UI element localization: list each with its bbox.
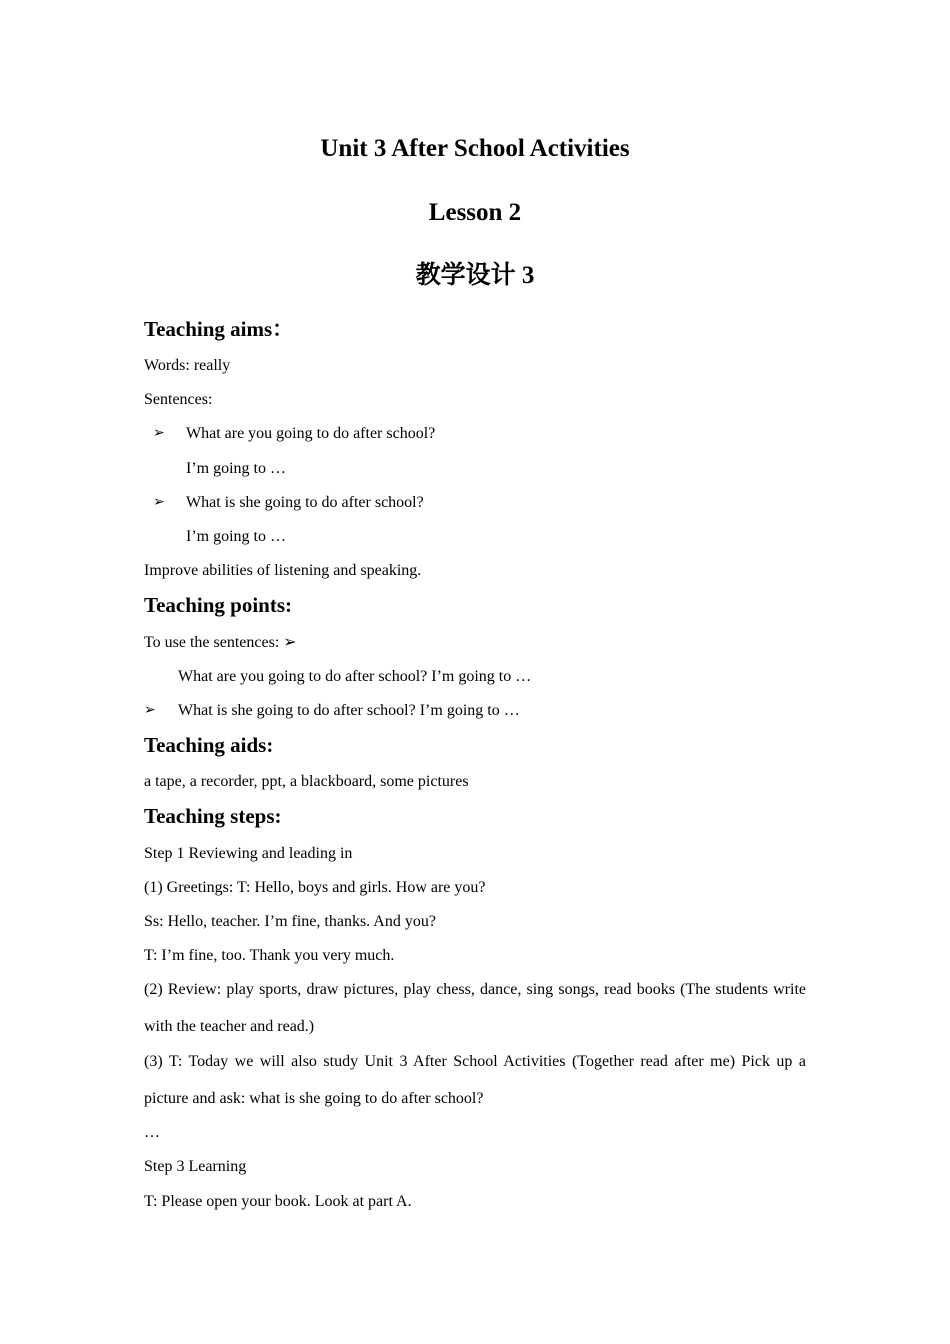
- bullet-arrow-icon: ➢: [153, 426, 165, 441]
- points-line-1: What are you going to do after school? I’m going to …: [178, 668, 532, 685]
- step-3-title: Step 3 Learning: [144, 1158, 247, 1175]
- step-t-reply: T: I’m fine, too. Thank you very much.: [144, 947, 395, 964]
- step-ss-reply: Ss: Hello, teacher. I’m fine, thanks. And you?: [144, 913, 436, 930]
- aims-sentences-label: Sentences:: [144, 391, 213, 408]
- teaching-points-heading: Teaching points:: [144, 593, 293, 617]
- aims-question-2: What is she going to do after school?: [186, 494, 424, 511]
- aims-improve: Improve abilities of listening and speaking.: [144, 562, 422, 579]
- lesson-title: Lesson 2: [428, 199, 522, 226]
- bullet-arrow-icon: ➢: [144, 703, 156, 718]
- step-ellipsis: …: [144, 1124, 160, 1141]
- aims-question-1: What are you going to do after school?: [186, 425, 436, 442]
- teaching-aims-heading: Teaching aims：: [144, 317, 294, 341]
- design-title: 教学设计 3: [415, 262, 535, 289]
- aims-answer-2: I’m going to …: [186, 528, 286, 545]
- teaching-aids-heading: Teaching aids:: [144, 733, 274, 757]
- points-line-2: What is she going to do after school? I’m going to …: [178, 702, 520, 719]
- aims-answer-1: I’m going to …: [186, 460, 286, 477]
- step-today: (3) T: Today we will also study Unit 3 After School Activities (Together read after me) Pick up a picture and ask: what is she going to do after school?: [144, 1053, 806, 1107]
- teaching-steps-heading: Teaching steps:: [144, 804, 282, 828]
- aims-words: Words: really: [144, 357, 231, 374]
- bullet-arrow-icon: ➢: [153, 495, 165, 510]
- step-1-title: Step 1 Reviewing and leading in: [144, 845, 353, 862]
- points-intro: To use the sentences: ➢: [144, 634, 297, 651]
- unit-title: Unit 3 After School Activities: [320, 135, 630, 162]
- step-greetings: (1) Greetings: T: Hello, boys and girls. How are you?: [144, 879, 486, 896]
- step-review: (2) Review: play sports, draw pictures, play chess, dance, sing songs, read books (The students write with the teacher and read.): [144, 981, 806, 1035]
- step-open-book: T: Please open your book. Look at part A.: [144, 1193, 412, 1210]
- aids-text: a tape, a recorder, ppt, a blackboard, some pictures: [144, 773, 469, 790]
